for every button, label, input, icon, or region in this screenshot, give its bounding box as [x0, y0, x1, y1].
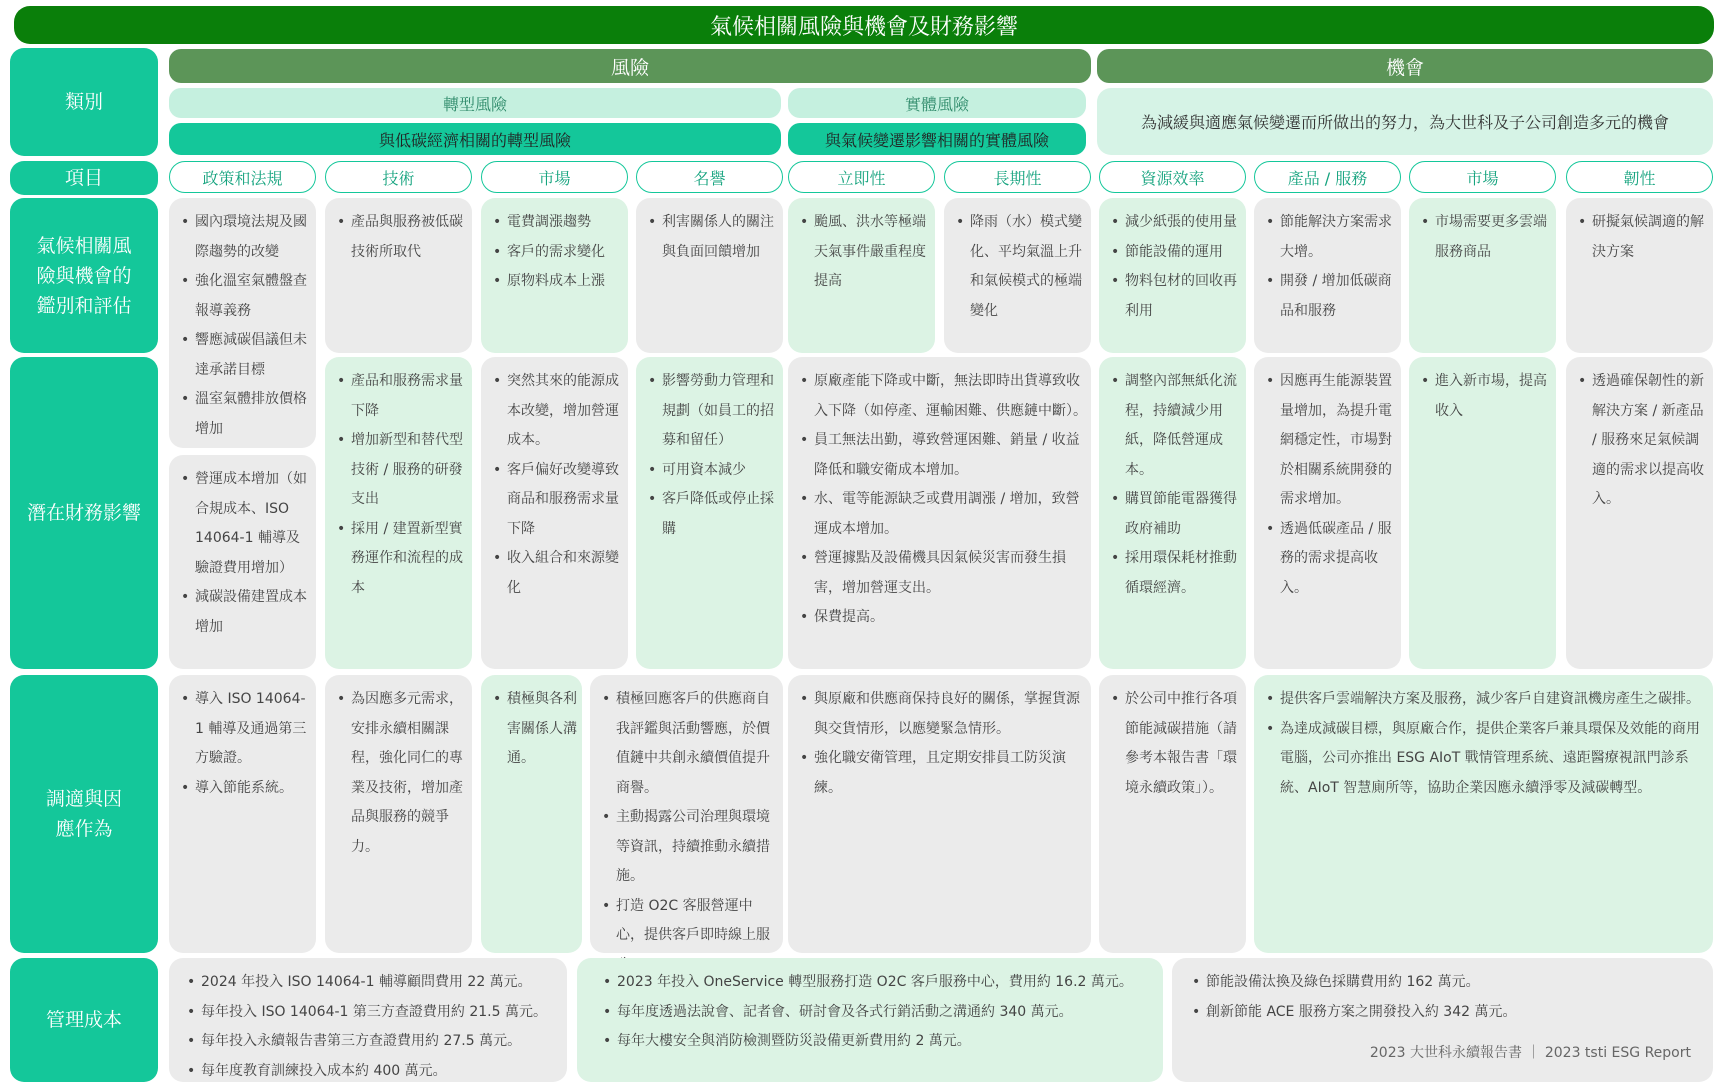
list-item: • 每年度教育訓練投入成本約 400 萬元。 — [181, 1057, 563, 1087]
list-item: • 導入 ISO 14064-1 輔導及通過第三方驗證。 — [175, 685, 312, 774]
footer-report-label: 2023 大世科永續報告書 ｜ 2023 tsti ESG Report — [1369, 1044, 1691, 1061]
list-item: • 利害關係人的關注與負面回饋增加 — [642, 208, 779, 267]
list-item: • 市場需要更多雲端服務商品 — [1415, 208, 1552, 267]
list-item: • 與原廠和供應商保持良好的關係，掌握貨源與交貨情形，以應變緊急情形。 — [794, 685, 1087, 744]
physical-risk-desc: 與氣候變遷影響相關的實體風險 — [788, 123, 1086, 155]
list-item: • 客戶偏好改變導致商品和服務需求量下降 — [487, 456, 624, 545]
item-chronic: 長期性 — [944, 161, 1091, 193]
list-item: • 颱風、洪水等極端天氣事件嚴重程度提高 — [794, 208, 931, 297]
item-policy: 政策和法規 — [169, 161, 316, 193]
list-item: • 主動揭露公司治理與環境等資訊，持續推動永續措施。 — [596, 803, 779, 892]
list-item: • 物料包材的回收再利用 — [1105, 267, 1242, 326]
list-item: • 突然其來的能源成本改變，增加營運成本。 — [487, 367, 624, 456]
list-item: • 收入組合和來源變化 — [487, 544, 624, 603]
side-impact: 潛在財務影響 — [10, 357, 158, 669]
list-item: • 可用資本減少 — [642, 456, 779, 486]
response-technology — [325, 675, 472, 953]
identify-policy — [169, 198, 316, 448]
cost-middle — [577, 958, 1163, 1082]
list-item: • 節能設備的運用 — [1105, 238, 1242, 268]
identify-acute — [788, 198, 935, 353]
list-item: • 開發 / 增加低碳商品和服務 — [1260, 267, 1397, 326]
list-item: • 創新節能 ACE 服務方案之開發投入約 342 萬元。 — [1186, 998, 1709, 1028]
identify-chronic — [944, 198, 1091, 353]
list-item: • 透過確保韌性的新解決方案 / 新產品 / 服務來足氣候調適的需求以提高收入。 — [1572, 367, 1709, 515]
list-item: • 2024 年投入 ISO 14064-1 輔導顧問費用 22 萬元。 — [181, 968, 563, 998]
list-item: • 採用環保耗材推動循環經濟。 — [1105, 544, 1242, 603]
list-item: • 積極與各利害關係人溝通。 — [487, 685, 578, 774]
list-item: • 為達成減碳目標，與原廠合作，提供企業客戶兼具環保及效能的商用電腦，公司亦推出 ESG AIoT 戰情管理系統、遠距醫療視訊門診系統、AIoT 智慧廁所等，協助企業因應永續淨零及減碳轉型。 — [1260, 715, 1709, 804]
list-item: • 購買節能電器獲得政府補助 — [1105, 485, 1242, 544]
list-item: • 溫室氣體排放價格增加 — [175, 385, 312, 444]
physical-risk-label: 實體風險 — [788, 88, 1086, 118]
list-item: • 節能設備汰換及綠色採購費用約 162 萬元。 — [1186, 968, 1709, 998]
cost-transition — [169, 958, 567, 1082]
list-item: • 每年大樓安全與消防檢測暨防災設備更新費用約 2 萬元。 — [597, 1027, 1159, 1057]
impact-resource-efficiency — [1099, 357, 1246, 669]
list-item: • 為因應多元需求，安排永續相關課程，強化同仁的專業及技術，增加產品與服務的競爭力。 — [331, 685, 468, 862]
list-item: • 響應減碳倡議但未達承諾目標 — [175, 326, 312, 385]
list-item: • 進入新市場，提高收入 — [1415, 367, 1552, 426]
side-category: 類別 — [10, 48, 158, 156]
response-reputation — [590, 675, 783, 953]
identify-technology — [325, 198, 472, 353]
list-item: • 產品與服務被低碳技術所取代 — [331, 208, 468, 267]
side-cost: 管理成本 — [10, 958, 158, 1082]
response-resource-efficiency — [1099, 675, 1246, 953]
response-market — [481, 675, 582, 953]
list-item: • 產品和服務需求量下降 — [331, 367, 468, 426]
transition-risk-desc: 與低碳經濟相關的轉型風險 — [169, 123, 781, 155]
impact-reputation — [636, 357, 783, 669]
item-technology: 技術 — [325, 161, 472, 193]
transition-risk-label: 轉型風險 — [169, 88, 781, 118]
identify-resource-efficiency — [1099, 198, 1246, 353]
list-item: • 因應再生能源裝置量增加，為提升電網穩定性，市場對於相關系統開發的需求增加。 — [1260, 367, 1397, 515]
impact-physical — [788, 357, 1091, 669]
list-item: • 每年投入永續報告書第三方查證費用約 27.5 萬元。 — [181, 1027, 563, 1057]
list-item: • 採用 / 建置新型實務運作和流程的成本 — [331, 515, 468, 604]
list-item: • 營運據點及設備機具因氣候災害而發生損害，增加營運支出。 — [794, 544, 1087, 603]
impact-products-services — [1254, 357, 1401, 669]
opportunity-desc: 為減緩與適應氣候變遷而所做出的努力，為大世科及子公司創造多元的機會 — [1097, 88, 1713, 155]
list-item: • 減碳設備建置成本增加 — [175, 583, 312, 642]
impact-opp-market — [1409, 357, 1556, 669]
list-item: • 打造 O2C 客服營運中心，提供客戶即時線上服 — [596, 892, 779, 981]
list-item: • 國內環境法規及國際趨勢的改變 — [175, 208, 312, 267]
list-item: • 減少紙張的使用量 — [1105, 208, 1242, 238]
impact-resilience — [1566, 357, 1713, 669]
response-physical — [788, 675, 1091, 953]
impact-policy — [169, 455, 316, 669]
list-item: • 增加新型和替代型技術 / 服務的研發支出 — [331, 426, 468, 515]
item-resilience: 韌性 — [1566, 161, 1713, 193]
list-item: • 調整內部無紙化流程，持續減少用紙，降低營運成本。 — [1105, 367, 1242, 485]
list-item: • 員工無法出勤，導致營運困難、銷量 / 收益降低和職安衛成本增加。 — [794, 426, 1087, 485]
list-item: • 研擬氣候調適的解決方案 — [1572, 208, 1709, 267]
risk-header: 風險 — [169, 49, 1091, 83]
item-opp-market: 市場 — [1409, 161, 1556, 193]
list-item: • 提供客戶雲端解決方案及服務，減少客戶自建資訊機房產生之碳排。 — [1260, 685, 1709, 715]
cost-opportunity — [1172, 958, 1713, 1082]
list-item: • 客戶降低或停止採購 — [642, 485, 779, 544]
side-item: 項目 — [10, 161, 158, 195]
list-item: • 2023 年投入 OneService 轉型服務打造 O2C 客戶服務中心，費用約 16.2 萬元。 — [597, 968, 1159, 998]
side-identify: 氣候相關風險與機會的鑑別和評估 — [10, 198, 158, 353]
item-resource-efficiency: 資源效率 — [1099, 161, 1246, 193]
list-item: • 電費調漲趨勢 — [487, 208, 624, 238]
list-item: • 保費提高。 — [794, 603, 1087, 633]
item-products-services: 產品 / 服務 — [1254, 161, 1401, 193]
list-item: • 每年度透過法說會、記者會、研討會及各式行銷活動之溝通約 340 萬元。 — [597, 998, 1159, 1028]
list-item: • 每年投入 ISO 14064-1 第三方查證費用約 21.5 萬元。 — [181, 998, 563, 1028]
list-item: • 節能解決方案需求大增。 — [1260, 208, 1397, 267]
item-reputation: 名譽 — [636, 161, 783, 193]
list-item: • 水、電等能源缺乏或費用調漲 / 增加，致營運成本增加。 — [794, 485, 1087, 544]
list-item: • 強化溫室氣體盤查報導義務 — [175, 267, 312, 326]
impact-market — [481, 357, 628, 669]
item-acute: 立即性 — [788, 161, 935, 193]
list-item: • 積極回應客戶的供應商自我評鑑與活動響應，於價值鏈中共創永續價值提升商譽。 — [596, 685, 779, 803]
side-response: 調適與因應作為 — [10, 675, 158, 953]
list-item: • 降雨（水）模式變化、平均氣溫上升和氣候模式的極端變化 — [950, 208, 1087, 326]
identify-market — [481, 198, 628, 353]
list-item: • 於公司中推行各項節能減碳措施（請參考本報告書「環境永續政策」）。 — [1105, 685, 1242, 803]
identify-resilience — [1566, 198, 1713, 353]
identify-opp-market — [1409, 198, 1556, 353]
identify-products-services — [1254, 198, 1401, 353]
list-item: • 客戶的需求變化 — [487, 238, 624, 268]
list-item: • 原物料成本上漲 — [487, 267, 624, 297]
list-item: • 營運成本增加（如合規成本、ISO 14064-1 輔導及驗證費用增加） — [175, 465, 312, 583]
list-item: • 導入節能系統。 — [175, 774, 312, 804]
item-market: 市場 — [481, 161, 628, 193]
response-policy — [169, 675, 316, 953]
identify-reputation — [636, 198, 783, 353]
response-opportunity — [1254, 675, 1713, 953]
list-item: • 透過低碳產品 / 服務的需求提高收入。 — [1260, 515, 1397, 604]
list-item: • 強化職安衛管理，且定期安排員工防災演練。 — [794, 744, 1087, 803]
impact-technology — [325, 357, 472, 669]
list-item: • 原廠產能下降或中斷，無法即時出貨導致收入下降（如停產、運輸困難、供應鏈中斷）。 — [794, 367, 1087, 426]
opportunity-header: 機會 — [1097, 49, 1713, 83]
list-item: • 影響勞動力管理和規劃（如員工的招募和留任） — [642, 367, 779, 456]
page-title: 氣候相關風險與機會及財務影響 — [14, 6, 1714, 44]
